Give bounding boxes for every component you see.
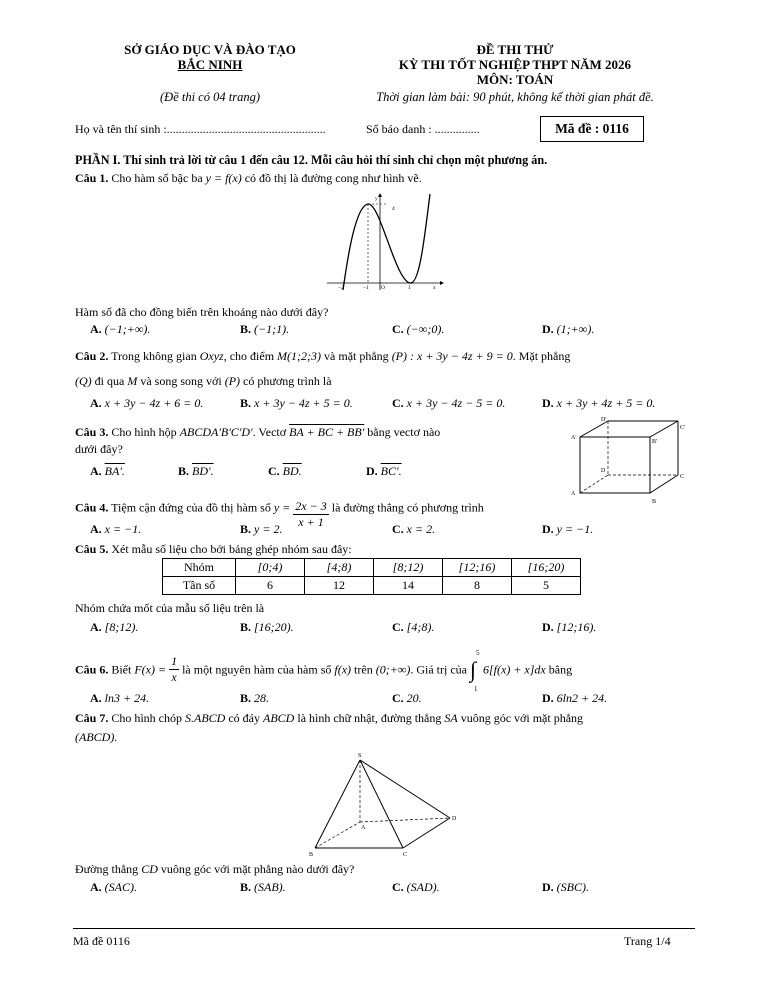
- cubic-graph: [325, 192, 445, 292]
- q5-option-a[interactable]: A. [8;12).: [90, 620, 139, 634]
- question-1-ask: Hàm số đã cho đồng biến trên khoảng nào dưới đây?: [75, 305, 329, 319]
- student-name-field: Họ và tên thí sinh :.....................................................: [75, 122, 326, 136]
- q7-option-a[interactable]: A. (SAC).: [90, 880, 137, 894]
- q1-option-b[interactable]: B. (−1;1).: [240, 322, 290, 336]
- q2-option-b[interactable]: B. x + 3y − 4z + 5 = 0.: [240, 396, 353, 410]
- page-count-note: (Đề thi có 04 trang): [160, 90, 260, 104]
- table-cell: 6: [236, 577, 305, 595]
- question-4-stem: Câu 4. Tiệm cận đứng của đồ thị hàm số y = $\frac{2x - 3}{x + 1}$ là đường thẳng có phương trình: [75, 499, 484, 529]
- question-3-stem: Câu 3. Cho hình hộp ABCDA'B'C'D'. Vectơ BA + BC + BB' bằng vectơ nào: [75, 425, 441, 439]
- question-3-stem-line2: dưới đây?: [75, 442, 123, 456]
- q4-option-c[interactable]: C. x = 2.: [392, 522, 436, 536]
- table-header: [4;8): [305, 559, 374, 577]
- svg-text:1: 1: [408, 285, 411, 291]
- table-row: [163, 577, 581, 595]
- part-title: PHẦN I. Thí sinh trả lời từ câu 1 đến câu 12. Mỗi câu hỏi thí sinh chỉ chọn một phương án.: [75, 153, 548, 167]
- table-header: [16;20): [512, 559, 581, 577]
- table-header: Nhóm: [163, 559, 236, 577]
- q1-option-c[interactable]: C. (−∞;0).: [392, 322, 445, 336]
- exam-name: KỲ THI TỐT NGHIỆP THPT NĂM 2026: [398, 57, 632, 72]
- svg-text:B: B: [309, 852, 314, 858]
- q7-option-c[interactable]: C. (SAD).: [392, 880, 440, 894]
- svg-text:C': C': [680, 425, 686, 431]
- question-7-stem: Câu 7. Cho hình chóp S.ABCD có đáy ABCD là hình chữ nhật, đường thẳng SA vuông góc với mặt phẳng: [75, 711, 584, 725]
- subject: MÔN: TOÁN: [476, 72, 554, 87]
- q6-option-b[interactable]: B. 28.: [240, 691, 270, 705]
- question-5-ask: Nhóm chứa mốt của mẫu số liệu trên là: [75, 601, 265, 615]
- q4-option-a[interactable]: A. x = −1.: [90, 522, 142, 536]
- exam-type: ĐỀ THI THỬ: [476, 42, 554, 57]
- svg-text:D: D: [452, 816, 457, 822]
- table-cell: 5: [512, 577, 581, 595]
- question-2-stem: Câu 2. Trong không gian Oxyz, cho điểm M(1;2;3) và mặt phẳng (P) : x + 3y − 4z + 9 = 0. Mặt phẳng: [75, 349, 571, 363]
- footer-exam-code: Mã đề 0116: [73, 934, 130, 948]
- province-name: BẮC NINH: [177, 57, 243, 72]
- department-name: SỞ GIÁO DỤC VÀ ĐÀO TẠO: [124, 42, 296, 57]
- question-1-stem: Câu 1. Cho hàm số bậc ba y = f(x) có đồ thị là đường cong như hình vẽ.: [75, 171, 422, 185]
- table-cell: 12: [305, 577, 374, 595]
- svg-text:B: B: [652, 499, 657, 505]
- svg-text:y: y: [375, 196, 378, 202]
- fraction: $\frac{2x - 3}{x + 1}$: [295, 499, 327, 529]
- svg-text:A: A: [571, 491, 576, 497]
- integral-sign: ∫ 5 1: [470, 648, 480, 693]
- svg-text:C: C: [680, 474, 685, 480]
- q5-option-b[interactable]: B. [16;20).: [240, 620, 294, 634]
- svg-text:O: O: [381, 285, 385, 291]
- q2-option-a[interactable]: A. x + 3y − 4z + 6 = 0.: [90, 396, 204, 410]
- q3-option-c[interactable]: C. BD.: [268, 464, 302, 478]
- svg-text:x: x: [433, 285, 436, 291]
- table-cell: 14: [374, 577, 443, 595]
- exam-code-box: Mã đề : 0116: [540, 116, 644, 142]
- svg-text:D': D': [601, 417, 607, 423]
- question-7-ask: Đường thẳng CD vuông góc với mặt phẳng nào dưới đây?: [75, 862, 355, 876]
- q6-option-c[interactable]: C. 20.: [392, 691, 422, 705]
- svg-text:A': A': [571, 435, 577, 441]
- time-note: Thời gian làm bài: 90 phút, không kể thời gian phát đề.: [376, 90, 654, 104]
- pyramid-figure: [305, 750, 465, 860]
- frequency-table: [162, 558, 581, 595]
- question-6-stem: Câu 6. Biết F(x) = $\frac{1}{x}$ là một nguyên hàm của hàm số f(x) trên (0;+∞). Giá trị của ∫ 5 1 6[f(x) + x]dx bằng: [75, 648, 573, 693]
- table-cell: 8: [443, 577, 512, 595]
- svg-text:D: D: [601, 468, 606, 474]
- table-row: [163, 559, 581, 577]
- question-7-stem-line2: (ABCD).: [75, 730, 118, 744]
- q6-option-d[interactable]: D. 6ln2 + 24.: [542, 691, 608, 705]
- footer-divider: [73, 928, 695, 929]
- student-id-field: Số báo danh : ...............: [366, 122, 480, 136]
- table-header: [12;16): [443, 559, 512, 577]
- svg-text:S: S: [358, 753, 362, 759]
- q7-option-d[interactable]: D. (SBC).: [542, 880, 589, 894]
- footer-page-number: Trang 1/4: [624, 934, 671, 948]
- q6-option-a[interactable]: A. ln3 + 24.: [90, 691, 150, 705]
- svg-text:C: C: [403, 852, 408, 858]
- q1-option-a[interactable]: A. (−1;+∞).: [90, 322, 151, 336]
- question-2-stem-line2: (Q) đi qua M và song song với (P) có phương trình là: [75, 374, 332, 388]
- q7-option-b[interactable]: B. (SAB).: [240, 880, 286, 894]
- svg-text:−1: −1: [363, 285, 369, 291]
- q4-option-b[interactable]: B. y = 2.: [240, 522, 283, 536]
- q2-option-c[interactable]: C. x + 3y − 4z − 5 = 0.: [392, 396, 506, 410]
- question-5-stem: Câu 5. Xét mẫu số liệu cho bởi bảng ghép nhóm sau đây:: [75, 542, 352, 556]
- svg-text:B': B': [652, 439, 658, 445]
- table-cell: Tần số: [163, 577, 236, 595]
- svg-text:4: 4: [392, 206, 395, 212]
- q4-option-d[interactable]: D. y = −1.: [542, 522, 594, 536]
- q2-option-d[interactable]: D. x + 3y + 4z + 5 = 0.: [542, 396, 656, 410]
- q3-option-a[interactable]: A. BA'.: [90, 464, 125, 478]
- svg-text:A: A: [361, 825, 366, 831]
- table-header: [0;4): [236, 559, 305, 577]
- svg-text:−2: −2: [338, 285, 344, 291]
- q5-option-d[interactable]: D. [12;16).: [542, 620, 597, 634]
- fraction: $\frac{1}{x}$: [171, 654, 178, 684]
- parallelepiped-figure: [568, 415, 693, 510]
- q3-option-d[interactable]: D. BC'.: [366, 464, 402, 478]
- curve: [343, 194, 430, 290]
- q3-option-b[interactable]: B. BD'.: [178, 464, 214, 478]
- q5-option-c[interactable]: C. [4;8).: [392, 620, 435, 634]
- table-header: [8;12): [374, 559, 443, 577]
- q1-option-d[interactable]: D. (1;+∞).: [542, 322, 595, 336]
